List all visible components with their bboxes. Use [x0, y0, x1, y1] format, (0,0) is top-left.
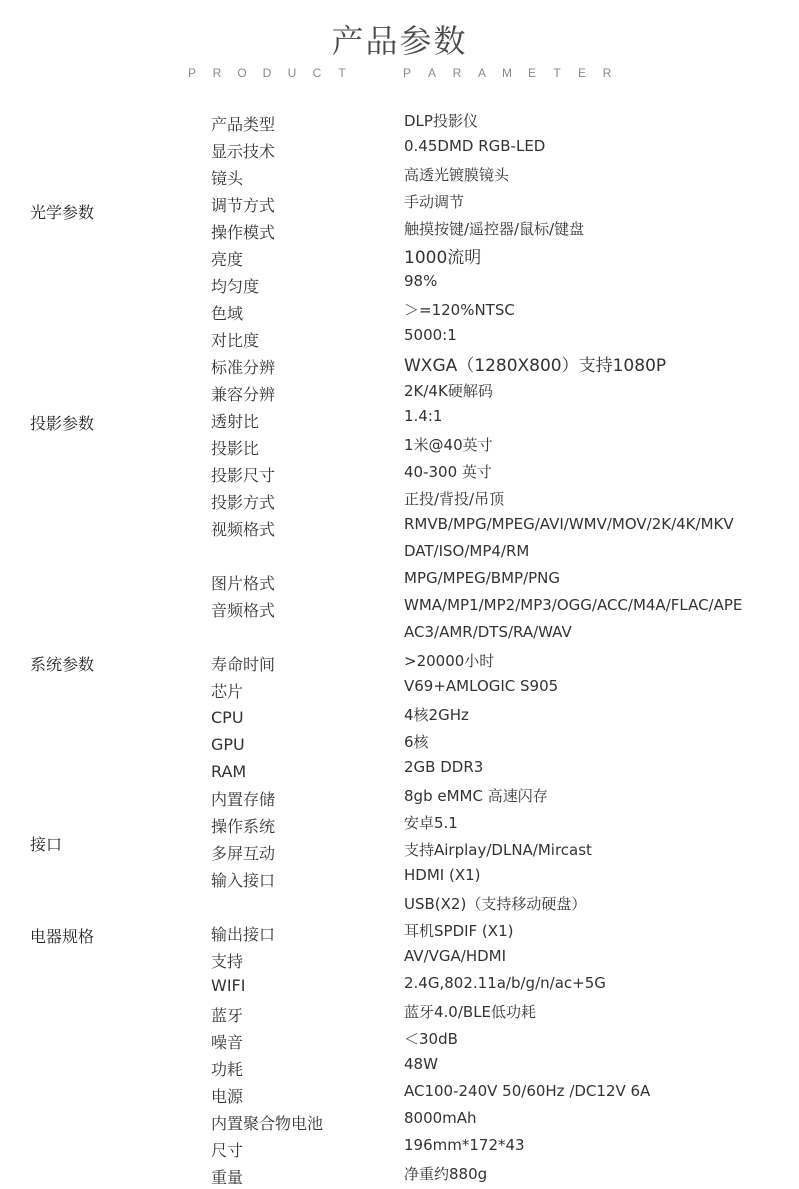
spec-value: 48W — [404, 1055, 438, 1073]
spec-label: 均匀度 — [211, 277, 260, 296]
spec-label: 调节方式 — [211, 196, 276, 215]
spec-value: >20000小时 — [404, 652, 495, 670]
subtitle-letter: T — [338, 66, 346, 80]
subtitle-letter: A — [477, 66, 486, 80]
spec-label: 内置存储 — [211, 790, 276, 809]
spec-value: 4核2GHz — [404, 706, 469, 724]
subtitle-letter: T — [553, 66, 561, 80]
subtitle-letter: E — [577, 66, 586, 80]
subtitle-letter: M — [502, 66, 512, 80]
subtitle-letter: C — [312, 66, 322, 80]
spec-value: 6核 — [404, 733, 429, 751]
spec-label: 视频格式 — [211, 520, 276, 539]
spec-label: 操作模式 — [211, 223, 276, 242]
spec-label: 多屏互动 — [211, 844, 276, 863]
spec-value: AV/VGA/HDMI — [404, 947, 507, 965]
spec-value: 1.4:1 — [404, 407, 443, 425]
spec-label: 投影尺寸 — [211, 466, 276, 485]
spec-value: 手动调节 — [404, 193, 465, 211]
spec-value: 98% — [404, 272, 438, 290]
subtitle-letter: O — [237, 66, 247, 80]
spec-label: 重量 — [211, 1168, 244, 1187]
spec-value: AC3/AMR/DTS/RA/WAV — [404, 623, 572, 641]
spec-value: 196mm*172*43 — [404, 1136, 525, 1154]
subtitle-letter: R — [212, 66, 222, 80]
category-label: 光学参数 — [30, 203, 95, 222]
subtitle-letter: R — [452, 66, 462, 80]
page-title: 产品参数 — [331, 22, 468, 60]
spec-value: 触摸按键/遥控器/鼠标/键盘 — [404, 220, 585, 238]
spec-label: 蓝牙 — [211, 1006, 244, 1025]
spec-value: 0.45DMD RGB-LED — [404, 137, 546, 155]
spec-label: 色域 — [211, 304, 244, 323]
subtitle-letter: P — [402, 66, 411, 80]
spec-value: USB(X2)（支持移动硬盘） — [404, 895, 587, 913]
spec-value: 2GB DDR3 — [404, 758, 484, 776]
spec-label: 透射比 — [211, 412, 260, 431]
category-label: 电器规格 — [30, 927, 95, 946]
spec-label: 亮度 — [211, 250, 244, 269]
spec-label: 兼容分辨 — [211, 385, 276, 404]
spec-label: 输出接口 — [211, 925, 276, 944]
spec-value: 蓝牙4.0/BLE低功耗 — [404, 1003, 537, 1021]
category-label: 接口 — [30, 835, 63, 854]
spec-value: 净重约880g — [404, 1165, 488, 1183]
spec-value: WMA/MP1/MP2/MP3/OGG/ACC/M4A/FLAC/APE — [404, 596, 743, 614]
spec-value: V69+AMLOGIC S905 — [404, 677, 559, 695]
spec-value: 8000mAh — [404, 1109, 477, 1127]
spec-value: MPG/MPEG/BMP/PNG — [404, 569, 561, 587]
subtitle-letter: D — [262, 66, 272, 80]
spec-label: 音频格式 — [211, 601, 276, 620]
spec-label: 电源 — [211, 1087, 244, 1106]
spec-label: 显示技术 — [211, 142, 276, 161]
spec-value: WXGA（1280X800）支持1080P — [404, 356, 667, 376]
spec-value: DAT/ISO/MP4/RM — [404, 542, 530, 560]
spec-value: ＞=120%NTSC — [404, 301, 515, 319]
spec-value: 40-300 英寸 — [404, 463, 492, 481]
spec-label: 噪音 — [211, 1033, 244, 1052]
spec-value: DLP投影仪 — [404, 112, 478, 130]
spec-value: 5000:1 — [404, 326, 457, 344]
spec-value: 1米@40英寸 — [404, 436, 493, 454]
spec-value: AC100-240V 50/60Hz /DC12V 6A — [404, 1082, 651, 1100]
spec-label: 支持 — [211, 952, 244, 971]
spec-label: 投影比 — [211, 439, 260, 458]
spec-label: 图片格式 — [211, 574, 276, 593]
spec-value: RMVB/MPG/MPEG/AVI/WMV/MOV/2K/4K/MKV — [404, 515, 734, 533]
spec-label: GPU — [211, 735, 245, 754]
subtitle-letter: A — [427, 66, 436, 80]
subtitle-letter: P — [187, 66, 196, 80]
spec-value: HDMI (X1) — [404, 866, 481, 884]
spec-label: 镜头 — [211, 169, 244, 188]
subtitle-letter: U — [287, 66, 297, 80]
spec-label: RAM — [211, 762, 247, 781]
subtitle-letter: R — [602, 66, 612, 80]
spec-label: 芯片 — [211, 682, 244, 701]
category-label: 系统参数 — [30, 655, 95, 674]
spec-label: 功耗 — [211, 1060, 244, 1079]
spec-label: 操作系统 — [211, 817, 276, 836]
spec-label: 投影方式 — [211, 493, 276, 512]
spec-value: 2K/4K硬解码 — [404, 382, 493, 400]
spec-value: ＜30dB — [404, 1030, 458, 1048]
spec-value: 安卓5.1 — [404, 814, 458, 832]
spec-value: 支持Airplay/DLNA/Mircast — [404, 841, 592, 859]
spec-label: CPU — [211, 708, 244, 727]
spec-value: 耳机SPDIF (X1) — [404, 922, 514, 940]
spec-label: WIFI — [211, 976, 246, 995]
spec-value: 8gb eMMC 高速闪存 — [404, 787, 548, 805]
subtitle-letter: E — [527, 66, 536, 80]
page-subtitle — [0, 66, 799, 80]
spec-value: 正投/背投/吊顶 — [404, 490, 505, 508]
spec-value: 2.4G,802.11a/b/g/n/ac+5G — [404, 974, 606, 992]
category-label: 投影参数 — [30, 414, 95, 433]
spec-value: 1000流明 — [404, 248, 482, 268]
spec-label: 寿命时间 — [211, 655, 276, 674]
spec-value: 高透光镀膜镜头 — [404, 166, 510, 184]
spec-label: 产品类型 — [211, 115, 276, 134]
spec-label: 输入接口 — [211, 871, 276, 890]
spec-label: 标准分辨 — [211, 358, 276, 377]
spec-label: 尺寸 — [211, 1141, 244, 1160]
spec-label: 内置聚合物电池 — [211, 1114, 324, 1133]
spec-label: 对比度 — [211, 331, 260, 350]
